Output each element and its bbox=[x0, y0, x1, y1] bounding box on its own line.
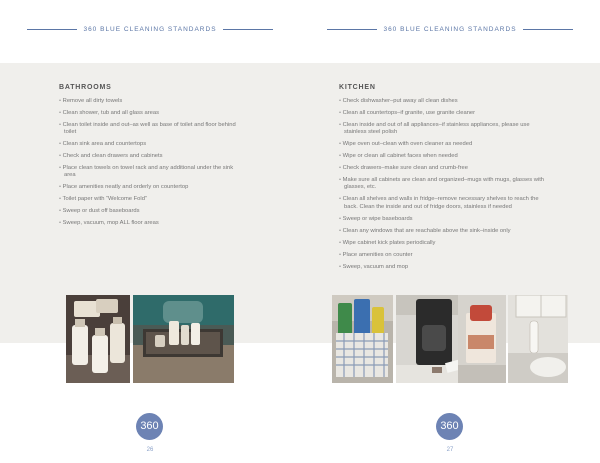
toiletries-image bbox=[66, 295, 130, 383]
checklist-item: • Place amenities neatly and orderly on countertop bbox=[59, 184, 239, 191]
section-title-kitchen: KITCHEN bbox=[339, 84, 376, 91]
checklist-item: • Wipe or clean all cabinet faces when needed bbox=[339, 153, 553, 160]
amenity-tray-image bbox=[133, 295, 234, 383]
section-title-bathrooms: BATHROOMS bbox=[59, 84, 112, 91]
photo-bathroom-toiletries bbox=[66, 295, 130, 383]
checklist-item: • Check drawers–make sure clean and crumb-free bbox=[339, 165, 553, 172]
checklist-item: • Remove all dirty towels bbox=[59, 98, 239, 105]
checklist-item: • Clean all shelves and walls in fridge–remove necessary shelves to reach the back. Clean the inside and out of fridge doors, stainless if needed bbox=[339, 196, 553, 210]
checklist-item: • Clean inside and out of all appliances–if stainless appliances, please use stainless steel polish bbox=[339, 122, 553, 136]
page-header bbox=[300, 24, 600, 36]
checklist-item: • Make sure all cabinets are clean and organized–mugs with mugs, glasses with glasses, etc. bbox=[339, 177, 553, 191]
kitchen-checklist bbox=[339, 98, 553, 276]
checklist-item: • Clean toilet inside and out–as well as base of toilet and floor behind toilet bbox=[59, 122, 239, 136]
checklist-item: • Clean shower, tub and all glass areas bbox=[59, 110, 239, 117]
page-header bbox=[0, 24, 300, 36]
checklist-item: • Toilet paper with “Welcome Fold” bbox=[59, 196, 239, 203]
checklist-item: • Check dishwasher–put away all clean dishes bbox=[339, 98, 553, 105]
photo-bathroom-tray bbox=[133, 295, 234, 383]
bathroom-checklist bbox=[59, 98, 239, 232]
photo-kitchen-sink bbox=[508, 295, 568, 383]
photo-kitchen-supplies bbox=[458, 295, 506, 383]
checklist-item: • Place amenities on counter bbox=[339, 252, 553, 259]
header-title: 360 BLUE CLEANING STANDARDS bbox=[77, 26, 222, 33]
checklist-item: • Check and clean drawers and cabinets bbox=[59, 153, 239, 160]
page-number: 26 bbox=[146, 447, 154, 453]
checklist-item: • Place clean towels on towel rack and any additional under the sink area bbox=[59, 165, 239, 179]
logo-360: 360 bbox=[136, 413, 163, 440]
kitchen-supplies-image bbox=[458, 295, 506, 383]
checklist-item: • Clean all countertops–if granite, use granite cleaner bbox=[339, 110, 553, 117]
checklist-item: • Clean any windows that are reachable above the sink–inside only bbox=[339, 228, 553, 235]
page-number: 27 bbox=[446, 447, 454, 453]
checklist-item: • Wipe cabinet kick plates periodically bbox=[339, 240, 553, 247]
header-title: 360 BLUE CLEANING STANDARDS bbox=[377, 26, 522, 33]
cleaning-caddy-image bbox=[332, 295, 393, 383]
photo-kitchen-caddy bbox=[332, 295, 393, 383]
checklist-item: • Sweep or wipe baseboards bbox=[339, 216, 553, 223]
checklist-item: • Clean sink area and countertops bbox=[59, 141, 239, 148]
checklist-item: • Wipe oven out–clean with oven cleaner as needed bbox=[339, 141, 553, 148]
kitchen-sink-image bbox=[508, 295, 568, 383]
checklist-item: • Sweep, vacuum, mop ALL floor areas bbox=[59, 220, 239, 227]
checklist-item: • Sweep, vacuum and mop bbox=[339, 264, 553, 271]
checklist-item: • Sweep or dust off baseboards bbox=[59, 208, 239, 215]
logo-360: 360 bbox=[436, 413, 463, 440]
page-right bbox=[300, 0, 600, 463]
